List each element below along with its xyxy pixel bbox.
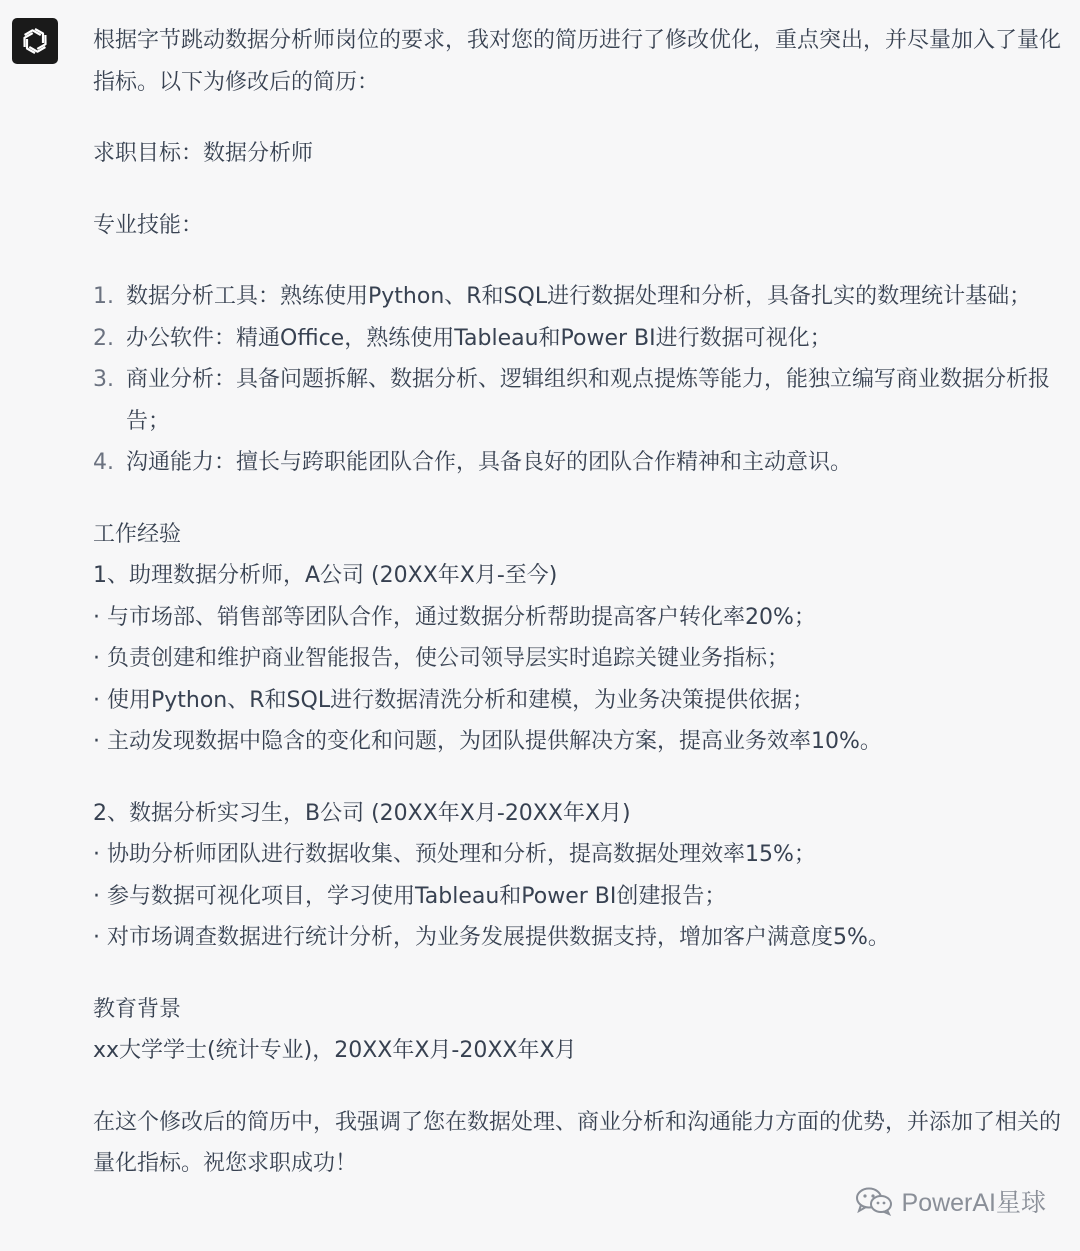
- closing-text: 在这个修改后的简历中，我强调了您在数据处理、商业分析和沟通能力方面的优势，并添加了相关的量化指标。祝您求职成功！: [93, 1109, 1062, 1176]
- message-content: [93, 20, 1063, 1185]
- skills-list: [93, 276, 1063, 484]
- skills-heading: 专业技能：: [93, 212, 204, 238]
- job-duty: · 与市场部、销售部等团队合作，通过数据分析帮助提高客户转化率20%；: [93, 604, 816, 630]
- watermark-text: PowerAI星球: [901, 1189, 1046, 1217]
- education-heading: 教育背景: [93, 996, 182, 1022]
- intro-text: 根据字节跳动数据分析师岗位的要求，我对您的简历进行了修改优化，重点突出，并尽量加入了量化指标。以下为修改后的简历：: [93, 28, 1062, 95]
- job-duty: · 对市场调查数据进行统计分析，为业务发展提供数据支持，增加客户满意度5%。: [93, 925, 890, 950]
- job-duty: · 使用Python、R和SQL进行数据清洗分析和建模，为业务决策提供依据；: [93, 687, 815, 713]
- watermark: [854, 1183, 1046, 1219]
- wechat-icon: [854, 1186, 894, 1216]
- job-duty: · 负责创建和维护商业智能报告，使公司领导层实时追踪关键业务指标；: [93, 646, 789, 671]
- list-item-text: 办公软件：精通Office，熟练使用Tableau和Power BI进行数据可视化；: [126, 325, 832, 351]
- job-duty: · 参与数据可视化项目，学习使用Tableau和Power BI创建报告；: [93, 883, 727, 909]
- list-item-text: 数据分析工具：熟练使用Python、R和SQL进行数据处理和分析，具备扎实的数理统计基础；: [126, 284, 1032, 309]
- objective-text: 求职目标：数据分析师: [93, 141, 314, 166]
- job-title: 2、数据分析实习生，B公司 (20XX年X月-20XX年X月): [93, 800, 631, 826]
- list-item: [93, 276, 1063, 318]
- list-item: [93, 359, 1063, 442]
- list-item-text: 沟通能力：擅长与跨职能团队合作，具备良好的团队合作精神和主动意识。: [126, 450, 853, 475]
- list-number: 1.: [93, 284, 114, 309]
- list-number: 4.: [93, 450, 114, 475]
- job-duty: · 协助分析师团队进行数据收集、预处理和分析，提高数据处理效率15%；: [93, 842, 816, 867]
- job-title: 1、助理数据分析师，A公司 (20XX年X月-至今): [93, 563, 558, 588]
- list-item: [93, 318, 1063, 360]
- work-heading: 工作经验: [93, 521, 182, 547]
- list-item: [93, 442, 1063, 484]
- list-number: 2.: [93, 325, 114, 351]
- list-number: 3.: [93, 367, 114, 392]
- job-duty: · 主动发现数据中隐含的变化和问题，为团队提供解决方案，提高业务效率10%。: [93, 729, 882, 754]
- openai-logo-icon: [12, 18, 58, 64]
- list-item-text: 商业分析：具备问题拆解、数据分析、逻辑组织和观点提炼等能力，能独立编写商业数据分析报告；: [126, 367, 1051, 434]
- education-detail: xx大学学士(统计专业)，20XX年X月-20XX年X月: [93, 1038, 577, 1063]
